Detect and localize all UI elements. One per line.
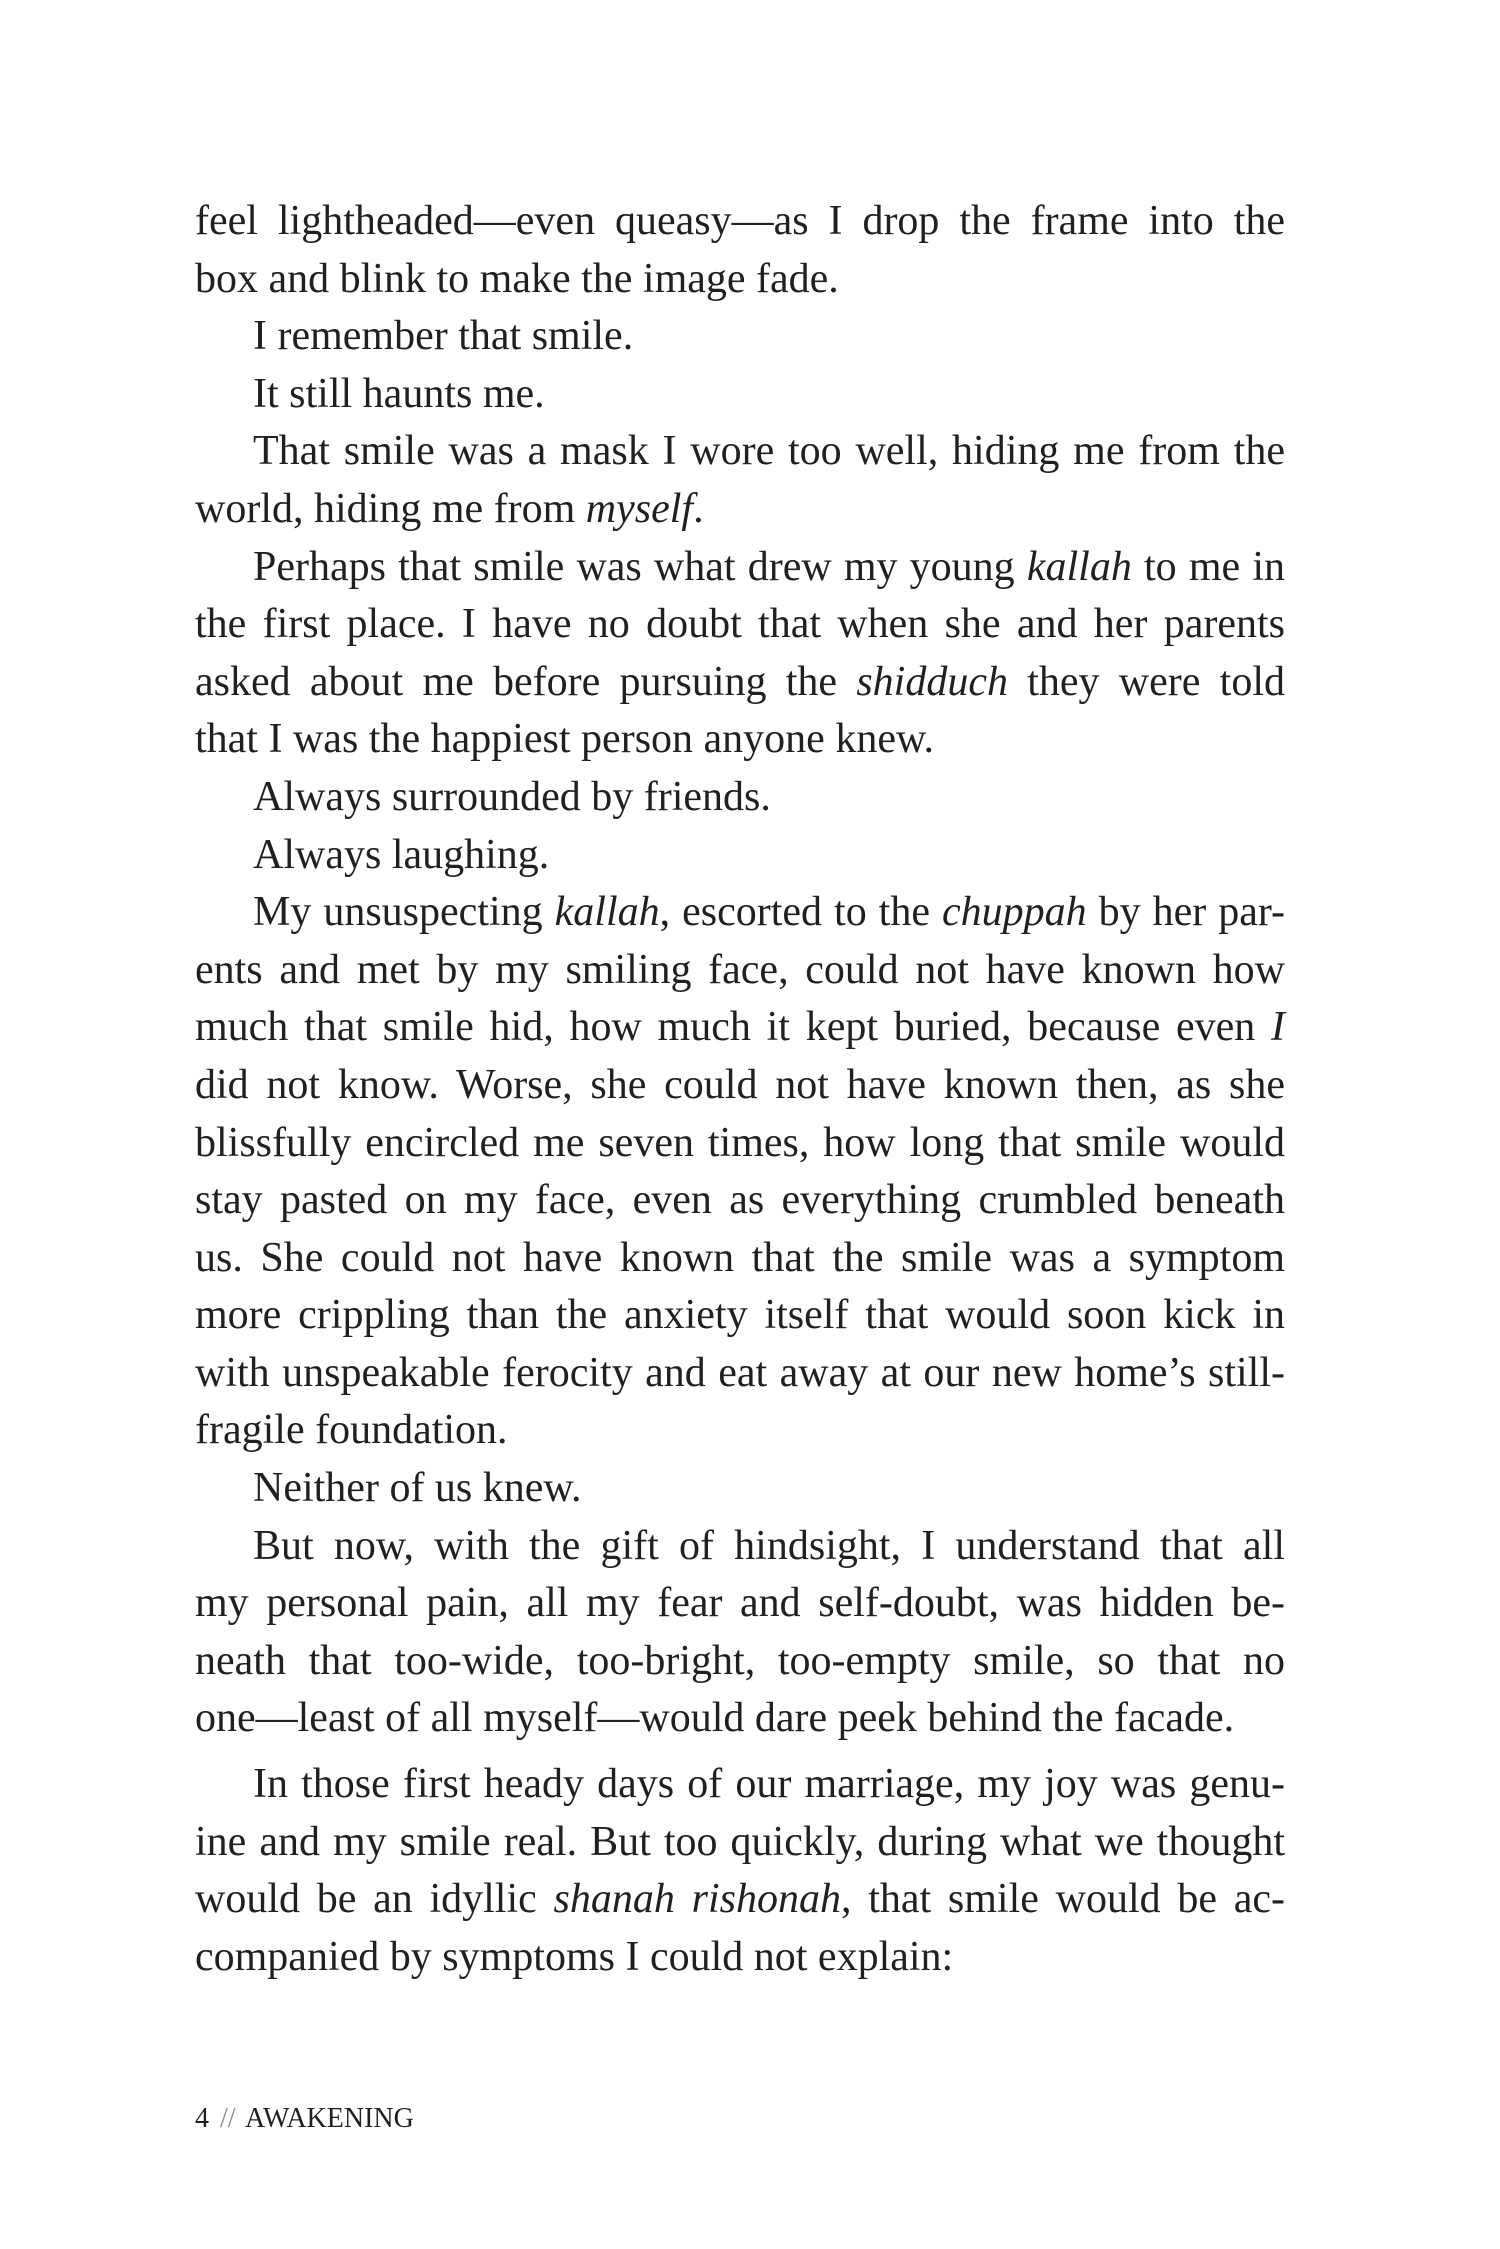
text-line: one—least of all myself—would dare peek behind the facade. xyxy=(195,1695,1235,1742)
text-line: that I was the happiest person anyone knew. xyxy=(195,716,935,763)
page-footer xyxy=(195,2103,414,2135)
text-line: my personal pain, all my fear and self-doubt, was hidden be- xyxy=(195,1580,1285,1627)
text-line xyxy=(195,654,1285,712)
text-line: That smile was a mask I wore too well, hiding me from the xyxy=(253,428,1285,475)
text-line: blissfully encircled me seven times, how long that smile would xyxy=(195,1119,1285,1166)
text-line: stay pasted on my face, even as everything crumbled beneath xyxy=(195,1177,1285,1224)
page-number: 4 xyxy=(195,2103,209,2134)
text-line: us. She could not have known that the smile was a symptom xyxy=(195,1234,1285,1281)
text-run: asked about me before pursuing the xyxy=(195,658,857,705)
text-line: box and blink to make the image fade. xyxy=(195,255,839,302)
text-line: In those first heady days of our marriage, my joy was genu- xyxy=(253,1761,1285,1808)
text-line: Neither of us knew. xyxy=(253,1465,582,1512)
text-line: ine and my smile real. But too quickly, during what we thought xyxy=(195,1818,1285,1865)
text-line xyxy=(195,1871,1285,1929)
text-run: , that smile would be ac- xyxy=(840,1876,1286,1923)
text-line: But now, with the gift of hindsight, I understand that all xyxy=(253,1522,1285,1569)
italic-term: shidduch xyxy=(856,658,1008,705)
running-title: AWAKENING xyxy=(245,2103,414,2134)
text-line xyxy=(195,884,1285,942)
text-line: I remember that smile. xyxy=(253,313,634,360)
text-line: Always laughing. xyxy=(253,831,550,878)
text-line: neath that too-wide, too-bright, too-empty smile, so that no xyxy=(195,1637,1285,1684)
text-run: Perhaps that smile was what drew my young xyxy=(253,543,1027,590)
text-line: Always surrounded by friends. xyxy=(253,773,771,820)
footer-separator: // xyxy=(220,2103,236,2134)
italic-term: kallah xyxy=(554,889,660,936)
text-line: did not know. Worse, she could not have known then, as she xyxy=(195,1061,1285,1108)
text-run: My unsuspecting xyxy=(253,889,555,936)
text-run: to me in xyxy=(1131,543,1285,590)
text-line: companied by symptoms I could not explain: xyxy=(195,1933,954,1980)
text-run: world, hiding me from xyxy=(195,485,586,532)
text-line xyxy=(195,539,1285,597)
text-run: they were told xyxy=(1007,658,1285,705)
text-line xyxy=(195,481,1285,539)
text-run: . xyxy=(693,485,704,532)
text-line xyxy=(195,999,1285,1057)
text-run: much that smile hid, how much it kept buried, because even xyxy=(195,1004,1271,1051)
text-run: , escorted to the xyxy=(659,889,942,936)
italic-term: chuppah xyxy=(941,889,1087,936)
text-run: by her par- xyxy=(1086,889,1286,936)
text-line: feel lightheaded—even queasy—as I drop the frame into the xyxy=(195,198,1285,244)
text-line: the first place. I have no doubt that when she and her parents xyxy=(195,601,1285,648)
text-line: It still haunts me. xyxy=(253,370,545,417)
text-line: fragile foundation. xyxy=(195,1407,508,1454)
body-text xyxy=(195,193,1285,1986)
text-line: more crippling than the anxiety itself that would soon kick in xyxy=(195,1292,1285,1339)
text-run: would be an idyllic xyxy=(195,1876,554,1923)
italic-term: shanah rishonah xyxy=(553,1876,841,1923)
italic-term: myself xyxy=(585,485,694,532)
italic-term: kallah xyxy=(1026,543,1132,590)
text-line: ents and met by my smiling face, could not have known how xyxy=(195,946,1285,993)
italic-term: I xyxy=(1271,1004,1285,1051)
text-line: with unspeakable ferocity and eat away at our new home’s still- xyxy=(195,1349,1285,1396)
